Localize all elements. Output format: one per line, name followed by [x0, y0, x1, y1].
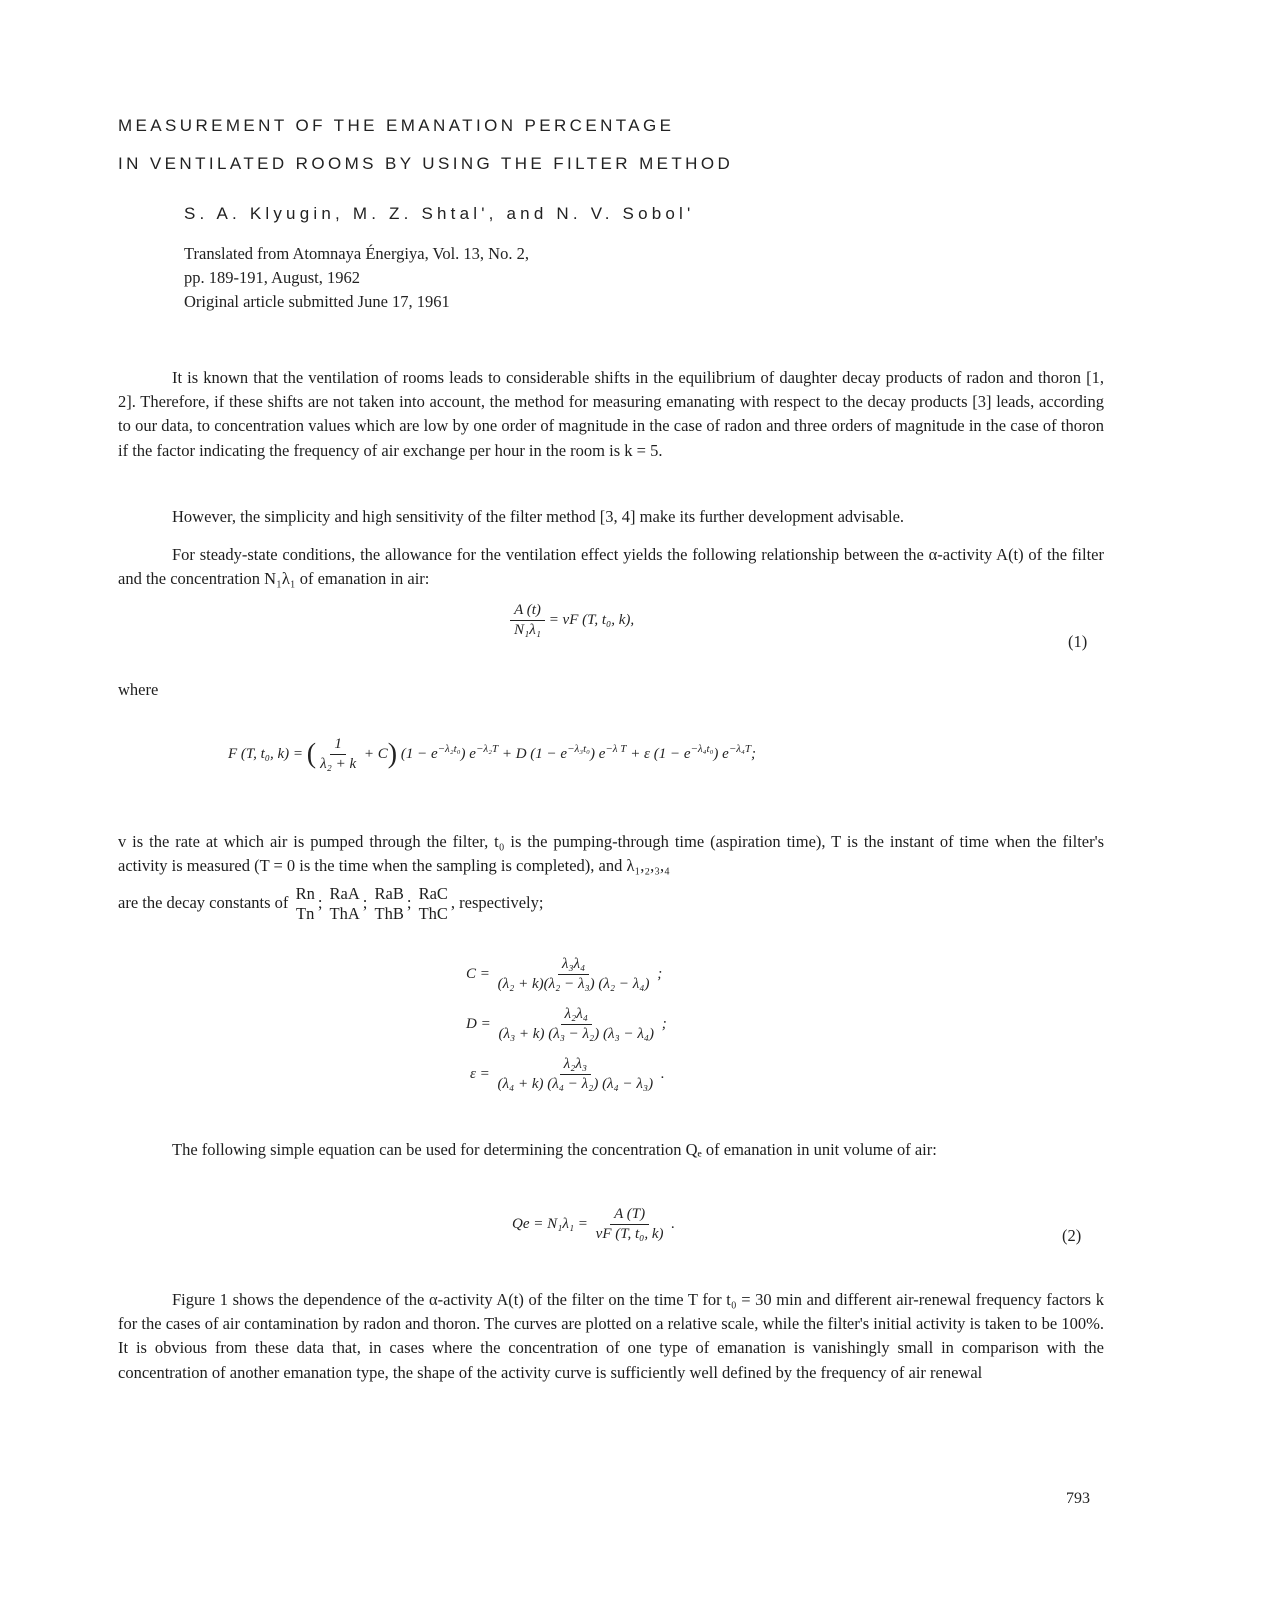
- ratio-raa-tha: [330, 884, 360, 924]
- decay-constants-prefix: are the decay constants of: [118, 892, 289, 912]
- equation-f-fraction: [316, 736, 360, 773]
- constant-d-lhs: D =: [466, 1015, 491, 1032]
- constant-epsilon-denominator: (λ₄ + k) (λ₄ − λ₂) (λ₄ − λ₃): [497, 1076, 654, 1092]
- constant-c-denominator: (λ₂ + k)(λ₂ − λ₃) (λ₂ − λ₄): [497, 976, 650, 992]
- constant-d-numerator: λ₂λ₄: [561, 1006, 592, 1025]
- equation-f-frac-denominator: λ₂ + k: [320, 756, 357, 772]
- equation-2-denominator: vF (T, t₀, k): [595, 1226, 664, 1242]
- ratio-rac-thc: [419, 884, 448, 924]
- constant-d-end: ;: [661, 1015, 667, 1032]
- equation-f-term-1: (1 − e: [400, 745, 438, 762]
- constant-d-denominator: (λ₃ + k) (λ₃ − λ₂) (λ₃ − λ₄): [498, 1026, 655, 1042]
- equation-2-numerator: A (T): [610, 1206, 649, 1225]
- equation-1-fraction: [510, 602, 545, 639]
- constant-c-lhs: C =: [466, 965, 490, 982]
- ratio-bottom: ThC: [418, 904, 448, 923]
- constant-c-numerator: λ₃λ₄: [558, 956, 589, 975]
- paragraph-1: It is known that the ventilation of rooms leads to considerable shifts in the equilibrium of daughter decay products of radon and thoron [1, 2]. Therefore, if these shifts are not taken into account, the method for measuring emanating with respect to the decay products [3] leads, according to our data, to concentration values which are low by one order of magnitude in the case of radon and three orders of magnitude in the case of thoron if the factor indicating the frequency of air exchange per hour in the room is k = 5.: [118, 368, 1104, 460]
- equation-1: [510, 602, 634, 639]
- ratio-rab-thb: [375, 884, 404, 924]
- constant-epsilon-end: .: [660, 1065, 665, 1082]
- equation-f-term-3: + ε (1 − e: [630, 745, 691, 762]
- equation-f: F (T, t₀, k) = ( $\frac{1}{\text{λ₂ + k}}$ + C) $(1 - e^{-\lambda_2t_0})$ $e^{-\lambda_2T} + D$ $(1 - e^{-\lambda_3t_0})$ $e^{-\lambda T} + \varepsilon$ $(1 - e^{-\lambda_4t_0})$ $e^{-\lambda_4T}$;: [228, 736, 756, 772]
- equation-f-term-3-exp: −λ₄t₀: [690, 742, 714, 755]
- equation-f-plus-c: + C: [363, 745, 388, 762]
- equation-1-denominator: N₁λ₁: [514, 622, 541, 638]
- equation-2-number: (2): [1062, 1226, 1082, 1245]
- constant-epsilon: [470, 1056, 665, 1093]
- equation-f-lhs: F (T, t₀, k) =: [228, 745, 304, 762]
- page-number: 793: [1066, 1490, 1090, 1507]
- equation-f-term-3b-exp: −λ₄T: [728, 742, 751, 755]
- equation-1-numerator: A (t): [510, 602, 545, 621]
- ratio-top: RaA: [329, 884, 360, 903]
- equation-f-term-2b: ) e: [589, 745, 606, 762]
- ratio-bottom: Tn: [296, 904, 315, 923]
- paragraph-2: However, the simplicity and high sensitivity of the filter method [3, 4] make its further development advisable.: [172, 507, 905, 526]
- constant-d: [466, 1006, 667, 1043]
- equation-1-rhs: = vF (T, t₀, k),: [548, 611, 635, 628]
- authors: S. A. Klyugin, M. Z. Shtal', and N. V. Sobol': [184, 204, 695, 223]
- source-line-2: pp. 189-191, August, 1962: [184, 268, 361, 287]
- ratio-top: RaC: [418, 884, 448, 903]
- ratio-top: RaB: [374, 884, 404, 903]
- equation-f-term-1b: ) e: [460, 745, 476, 762]
- constant-epsilon-numerator: λ₂λ₃: [560, 1056, 591, 1075]
- equation-1-number: (1): [1068, 632, 1088, 651]
- constant-c: [466, 956, 662, 993]
- decay-constants-suffix: , respectively;: [450, 892, 544, 912]
- ratio-top: Rn: [295, 884, 315, 903]
- paragraph-4: v is the rate at which air is pumped through the filter, t₀ is the pumping-through time (aspiration time), T is the instant of time when the filter's activity is measured (T = 0 is the time when the sampling is completed), and λ₁,₂,₃,₄: [118, 832, 1104, 876]
- equation-f-frac-numerator: 1: [330, 736, 346, 755]
- equation-2: [512, 1206, 675, 1243]
- equation-f-term-1b-exp: −λ₂T: [475, 742, 499, 755]
- paragraph-6: The following simple equation can be used for determining the concentration Qₑ of emanation in unit volume of air:: [172, 1140, 937, 1159]
- ratio-rn-tn: [296, 884, 315, 924]
- equation-2-lhs: Qe = N₁λ₁ =: [512, 1215, 588, 1232]
- equation-2-end: .: [671, 1215, 676, 1232]
- ratio-bottom: ThB: [374, 904, 404, 923]
- paragraph-3: For steady-state conditions, the allowance for the ventilation effect yields the following relationship between the α-activity A(t) of the filter and the concentration N₁λ₁ of emanation in air:: [118, 545, 1104, 589]
- equation-f-term-2b-exp: −λ T: [605, 742, 627, 755]
- ratio-bottom: ThA: [329, 904, 360, 923]
- title-line-1: MEASUREMENT OF THE EMANATION PERCENTAGE: [118, 116, 675, 135]
- constant-epsilon-lhs: ε =: [470, 1065, 490, 1082]
- equation-f-term-2: + D (1 − e: [501, 745, 568, 762]
- constant-c-end: ;: [657, 965, 663, 982]
- equation-f-term-2-exp: −λ₃t₀: [567, 742, 590, 755]
- paragraph-7: Figure 1 shows the dependence of the α-activity A(t) of the filter on the time T for t₀ = 30 min and different air-renewal frequency factors k for the cases of air contamination by radon and thoron. The curves are plotted on a relative scale, while the filter's initial activity is taken to be 100%. It is obvious from these data that, in cases where the concentration of one type of emanation is vanishingly small in comparison with the concentration of another emanation type, the shape of the activity curve is sufficiently well defined by the frequency of air renewal: [118, 1290, 1104, 1382]
- equation-f-end: ;: [750, 745, 756, 762]
- equation-f-term-3b: ) e: [713, 745, 729, 762]
- equation-f-term-1-exp: −λ₂t₀: [437, 742, 461, 755]
- source-line-3: Original article submitted June 17, 1961: [184, 292, 450, 311]
- source-line-1: Translated from Atomnaya Énergiya, Vol. 13, No. 2,: [184, 244, 529, 263]
- decay-constants-line: are the decay constants of Rn Tn ; RaA ThA ; RaB ThB ; RaC ThC , respectively;: [118, 884, 544, 923]
- where-label: where: [118, 680, 159, 699]
- title-line-2: IN VENTILATED ROOMS BY USING THE FILTER METHOD: [118, 154, 734, 173]
